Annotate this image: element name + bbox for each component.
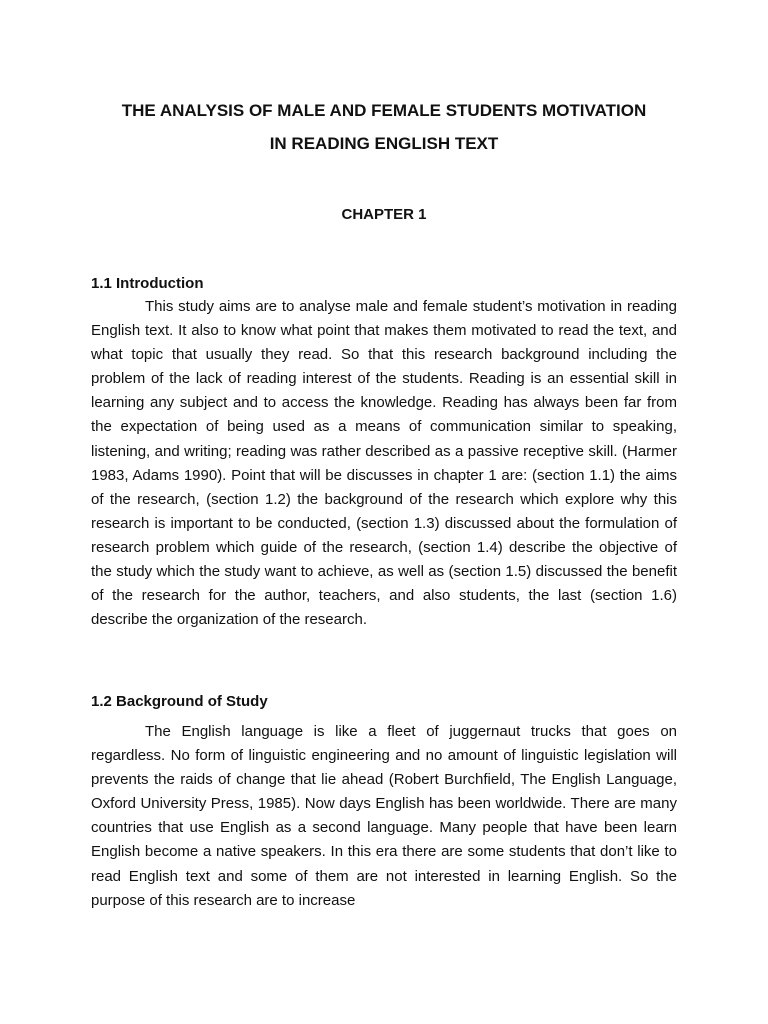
title-line-2: IN READING ENGLISH TEXT [269, 134, 499, 153]
section-heading-introduction: 1.1 Introduction [91, 275, 204, 292]
document-page [91, 0, 677, 1024]
chapter-heading: CHAPTER 1 [341, 206, 427, 223]
document-title [91, 94, 677, 160]
introduction-paragraph: This study aims are to analyse male and female student’s motivation in reading English text. It also to know what point that makes them motivated to read the text, and what topic that usually they read. So that this research background including the problem of the lack of reading interest of the students. Reading is an essential skill in learning any subject and to access the knowledge. Reading has always been far from the expectation of being used as a means of communication similar to speaking, listening, and writing; reading was rather described as a passive receptive skill. (Harmer 1983, Adams 1990). Point that will be discusses in chapter 1 are: (section 1.1) the aims of the research, (section 1.2) the background of the research which explore why this research is important to be conducted, (section 1.3) discussed about the formulation of research problem which guide of the research, (section 1.4) describe the objective of the study which the study want to achieve, as well as (section 1.5) discussed the benefit of the research for the author, teachers, and also students, the last (section 1.6) describe the organization of the research. [91, 298, 677, 629]
title-line-1: THE ANALYSIS OF MALE AND FEMALE STUDENTS MOTIVATION [121, 101, 647, 120]
background-paragraph: The English language is like a fleet of juggernaut trucks that goes on regardless. No form of linguistic engineering and no amount of linguistic legislation will prevents the raids of change that lie ahead (Robert Burchfield, The English Language, Oxford University Press, 1985). Now days English has been worldwide. There are many countries that use English as a second language. Many people that have been learn English become a native speakers. In this era there are some students that don’t like to read English text and some of them are not interested in learning English. So the purpose of this research are to increase [91, 723, 677, 909]
section-heading-background: 1.2 Background of Study [91, 693, 268, 710]
